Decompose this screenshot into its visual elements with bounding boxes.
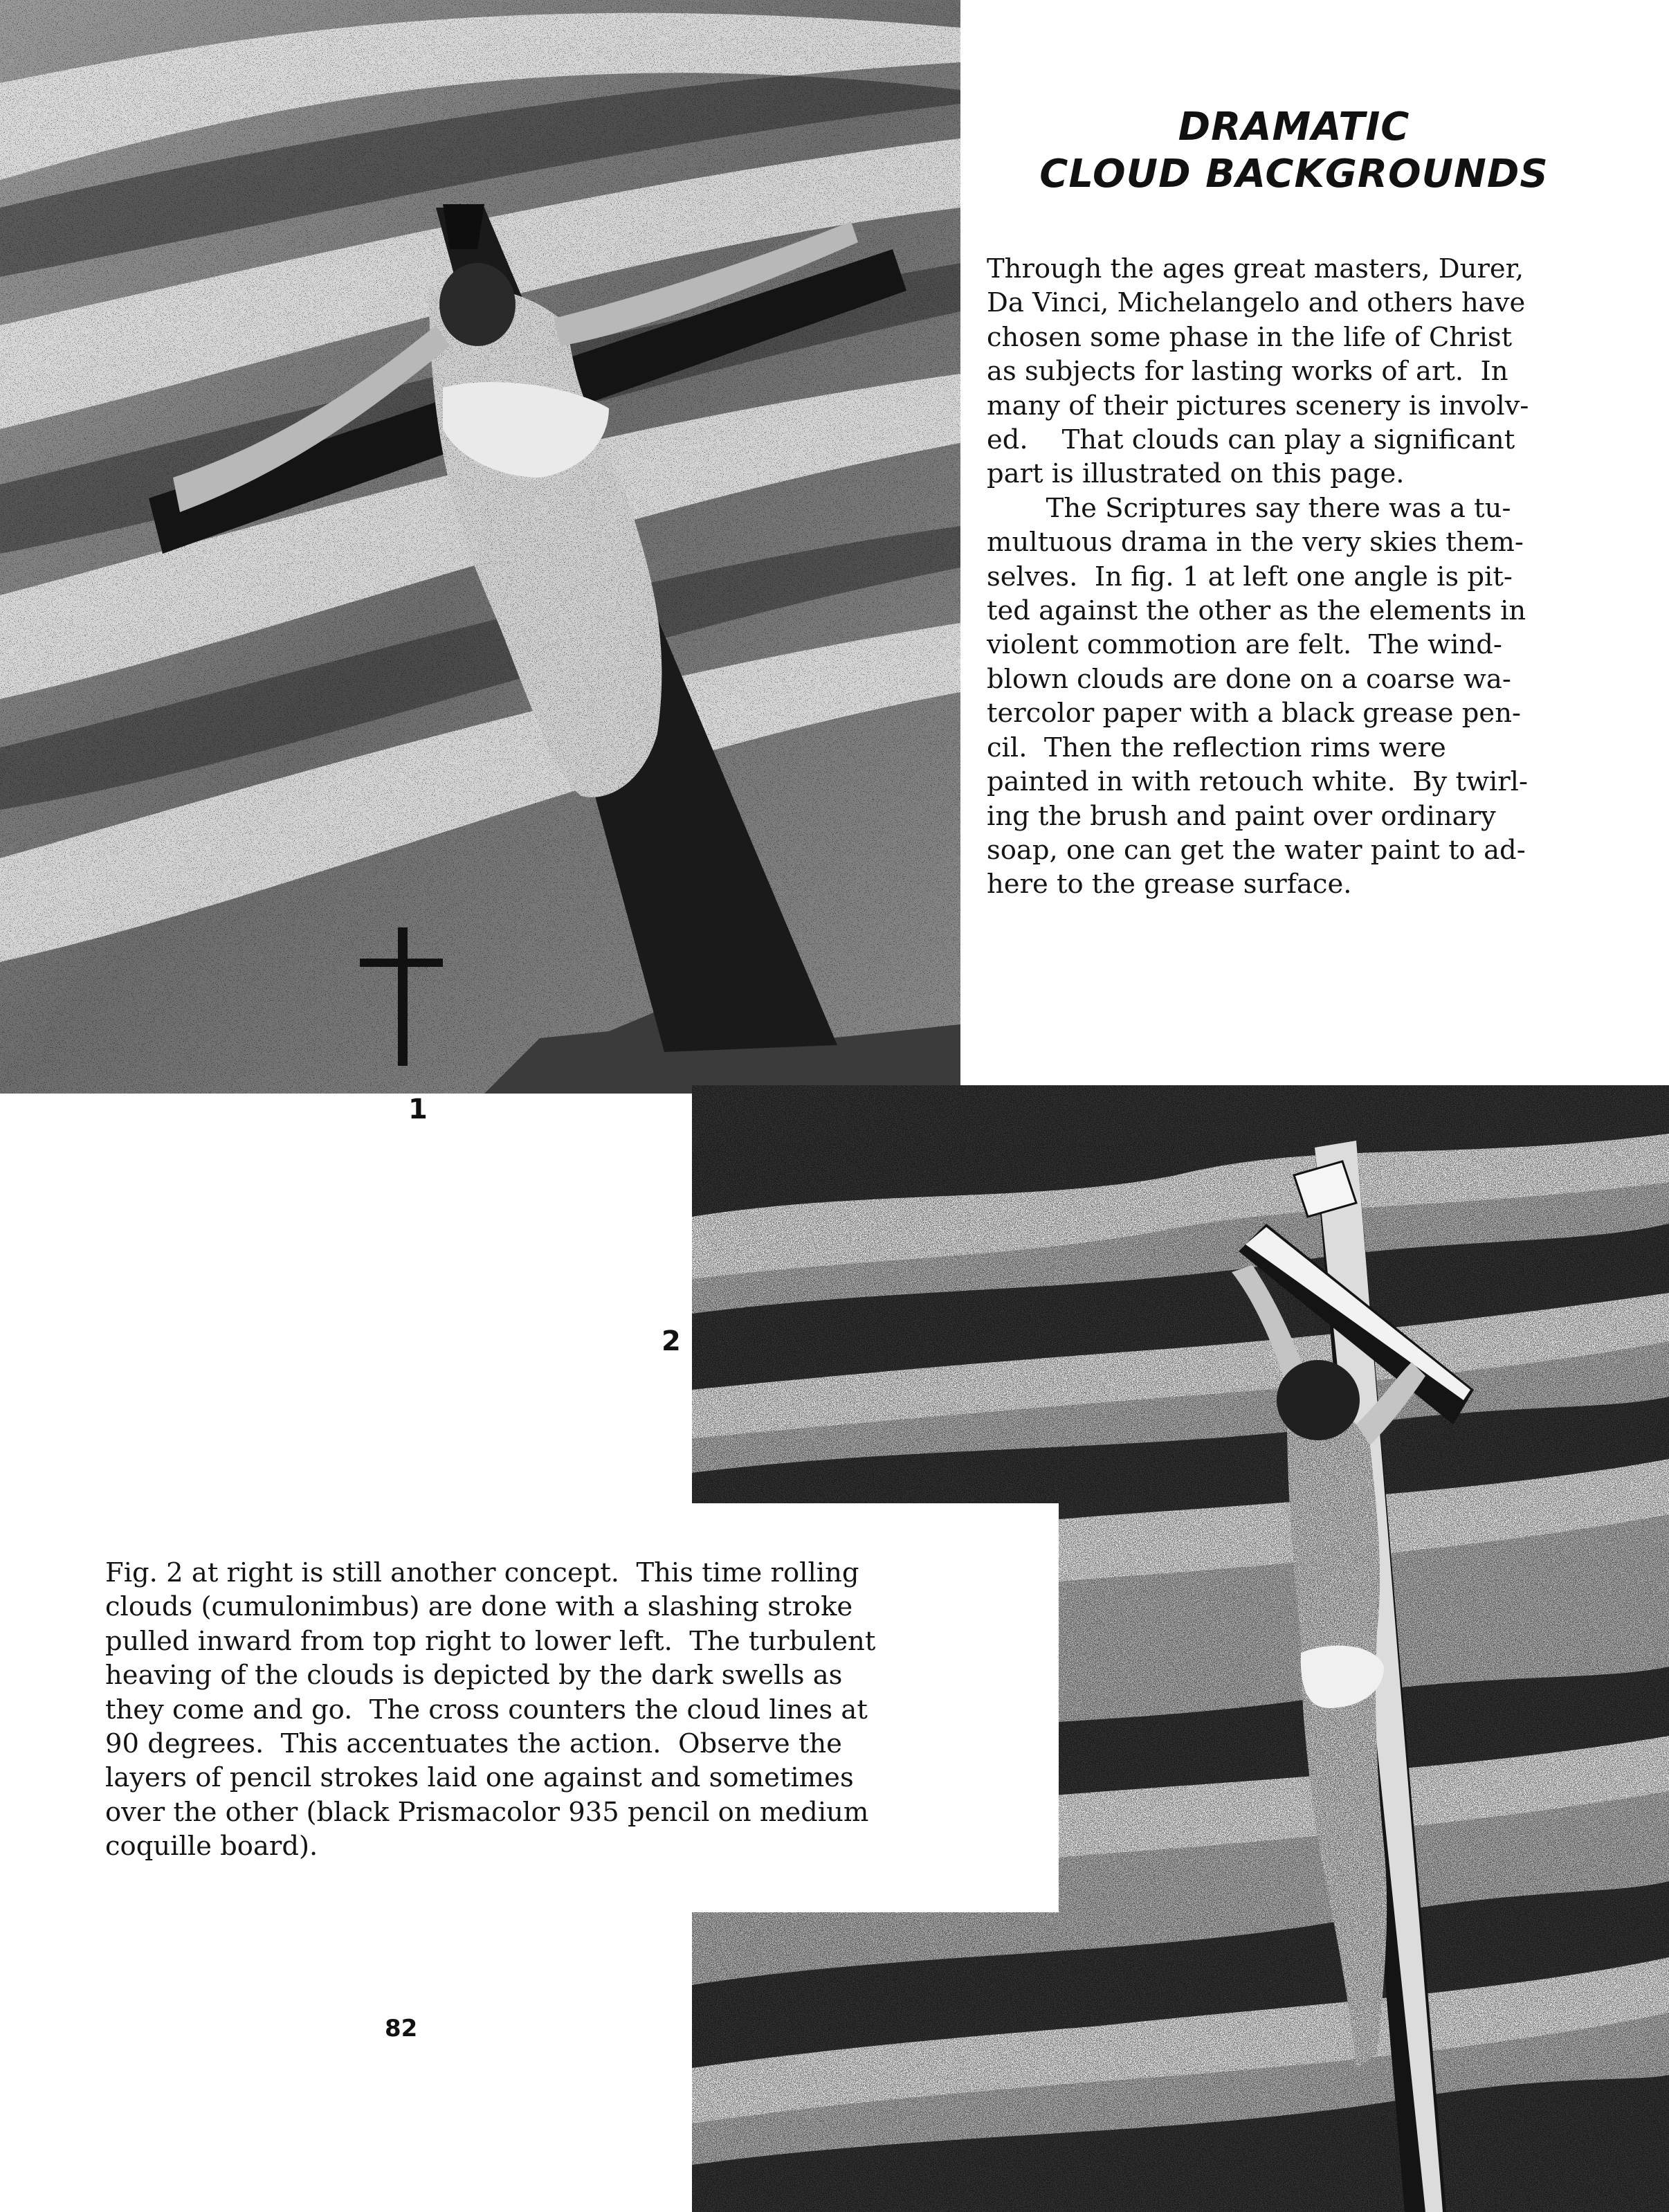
text-line: The Scriptures say there was a tu- — [987, 492, 1511, 524]
text-line: as subjects for lasting works of art. In — [987, 356, 1508, 388]
text-line: multuous drama in the very skies them- — [987, 527, 1524, 559]
text-line: heaving of the clouds is depicted by the dark swells as — [105, 1660, 843, 1692]
text-line: painted in with retouch white. By twirl- — [987, 766, 1528, 798]
page-title-line-1: DRAMATIC — [1178, 105, 1410, 149]
text-line: here to the grease surface. — [987, 869, 1352, 900]
text-line: part is illustrated on this page. — [987, 458, 1405, 490]
text-line: over the other (black Prismacolor 935 pencil on medium — [105, 1796, 869, 1828]
page-title — [983, 104, 1605, 199]
text-line: many of their pictures scenery is involv- — [987, 390, 1529, 421]
text-line: Fig. 2 at right is still another concept. This time rolling — [105, 1557, 859, 1588]
text-line: Da Vinci, Michelangelo and others have — [987, 287, 1526, 319]
text-line: blown clouds are done on a coarse wa- — [987, 663, 1511, 695]
figure-2-number: 2 — [662, 1325, 681, 1357]
text-line: selves. In fig. 1 at left one angle is pit- — [987, 561, 1513, 592]
text-line: layers of pencil strokes laid one against and sometimes — [105, 1762, 854, 1794]
page-title-line-2: CLOUD BACKGROUNDS — [1039, 152, 1549, 197]
paragraph-figure-2 — [105, 1556, 875, 1864]
page-number: 82 — [385, 2015, 418, 2042]
text-line: tercolor paper with a black grease pen- — [987, 698, 1522, 729]
text-line: pulled inward from top right to lower left. The turbulent — [105, 1625, 876, 1657]
text-line: chosen some phase in the life of Christ — [987, 321, 1513, 353]
figure-1-illustration — [0, 0, 960, 1094]
text-line: ed. That clouds can play a significant — [987, 424, 1515, 456]
text-line: ted against the other as the elements in — [987, 595, 1526, 627]
text-line: 90 degrees. This accentuates the action. Observe the — [105, 1728, 842, 1760]
text-line: violent commotion are felt. The wind- — [987, 629, 1502, 661]
text-line: Through the ages great masters, Durer, — [987, 253, 1524, 284]
text-line: ing the brush and paint over ordinary — [987, 800, 1496, 832]
text-line: they come and go. The cross counters the cloud lines at — [105, 1694, 868, 1725]
paragraph-figure-1 — [987, 252, 1529, 902]
text-line: clouds (cumulonimbus) are done with a slashing stroke — [105, 1591, 853, 1623]
text-line: soap, one can get the water paint to ad- — [987, 834, 1526, 866]
figure-1-drawing — [0, 0, 960, 1094]
text-line: cil. Then the reflection rims were — [987, 732, 1446, 763]
figure-1-number: 1 — [408, 1094, 428, 1125]
text-line: coquille board). — [105, 1831, 318, 1862]
